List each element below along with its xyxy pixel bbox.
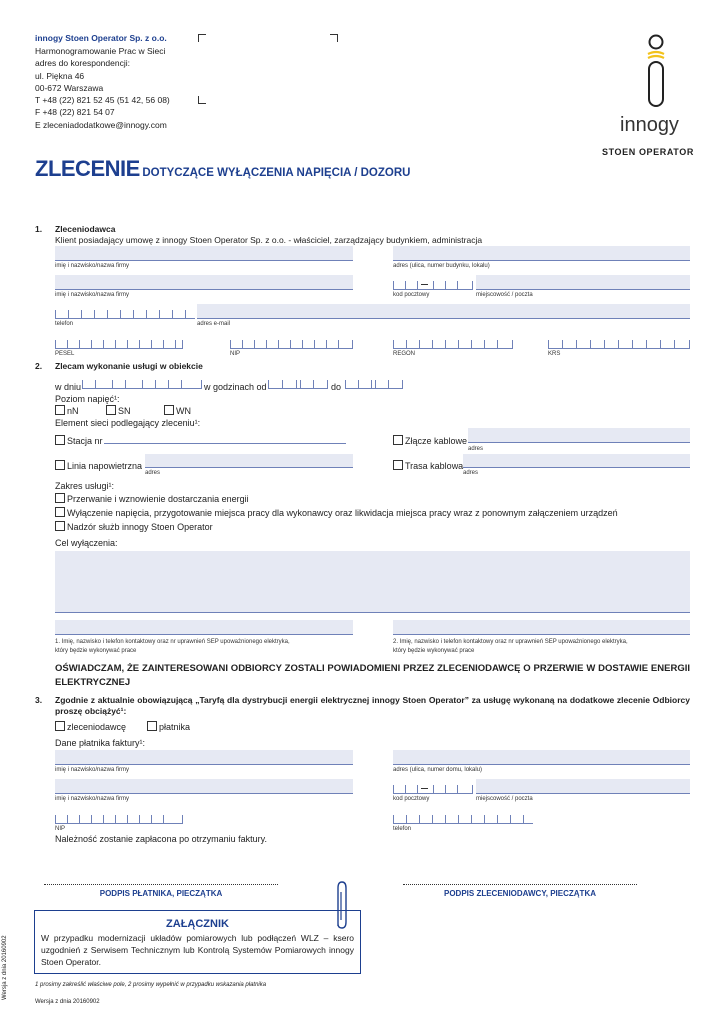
payer-signature-line[interactable] (44, 884, 278, 885)
client-city-label: miejscowość / poczta (476, 292, 533, 298)
station-option[interactable] (55, 435, 103, 446)
payer-phone-label: telefon (393, 826, 412, 832)
client-nip-label: NIP (230, 351, 241, 357)
title-main: ZLECENIE (35, 156, 140, 181)
client-postcode-label: kod pocztowy (393, 292, 430, 298)
payer-name2-field[interactable] (55, 779, 353, 794)
cable-route-label: Trasa kablowa (405, 461, 464, 471)
client-pesel-label: PESEL (55, 351, 75, 357)
client-pesel-field[interactable] (55, 340, 183, 349)
innogy-logo-icon (636, 34, 676, 110)
payer-postcode-dash (421, 788, 428, 789)
client-regon-field[interactable] (393, 340, 513, 349)
innogy-logo (602, 34, 710, 159)
electrician-2-label-a: 2. Imię, nazwisko i telefon kontaktowy oraz nr uprawnień SEP upoważnionego elektryka, (393, 639, 628, 645)
voltage-nn-option[interactable] (55, 405, 79, 416)
voltage-nn-checkbox[interactable] (55, 405, 65, 415)
payment-note: Należność zostanie zapłacona po otrzymaniu faktury. (55, 834, 267, 844)
payer-address-label: adres (ulica, numer domu, lokalu) (393, 767, 483, 773)
client-krs-label: KRS (548, 351, 561, 357)
voltage-sn-label: SN (118, 406, 131, 416)
voltage-nn-label: nN (67, 406, 79, 416)
payer-name2-label: imię i nazwisko/nazwa firmy (55, 796, 130, 802)
page-title (35, 156, 410, 182)
client-signature-label: PODPIS ZLECENIODAWCY, PIECZĄTKA (443, 889, 596, 898)
scope-label: Zakres usługi¹: (55, 481, 115, 491)
station-checkbox[interactable] (55, 435, 65, 445)
cable-connector-option[interactable] (393, 435, 467, 446)
street-line: ul. Piękna 46 (35, 70, 85, 81)
voltage-sn-checkbox[interactable] (106, 405, 116, 415)
hours-from-field[interactable] (268, 380, 328, 389)
scope-opt1[interactable] (55, 493, 249, 504)
version-note: Wersja z dnia 20160902 (35, 999, 100, 1005)
postcode-dash (421, 284, 428, 285)
voltage-wn-option[interactable] (164, 405, 191, 416)
cable-route-option[interactable] (393, 460, 463, 471)
version-note-vertical: Wersja z dnia 20160902 (2, 935, 8, 1000)
voltage-sn-option[interactable] (106, 405, 131, 416)
overhead-line-checkbox[interactable] (55, 460, 65, 470)
address-window-corners (198, 34, 338, 104)
addr-label-line: adres do korespondencji: (35, 58, 130, 69)
client-name2-label: imię i nazwisko/nazwa firmy (55, 292, 130, 298)
payer-name-label: imię i nazwisko/nazwa firmy (55, 767, 130, 773)
cable-connector-label: Złącze kablowe (405, 436, 468, 446)
scope-opt3[interactable] (55, 521, 213, 532)
scope-opt2-label: Wyłączenie napięcia, przygotowanie miejsca pracy dla wykonawcy oraz likwidacja miejsca pracy wraz z ponownym załączeniem urządzeń (67, 508, 618, 518)
client-phone-field[interactable] (55, 310, 195, 319)
company-name: innogy Stoen Operator Sp. z o.o. (35, 33, 167, 43)
payer-signature-label: PODPIS PŁATNIKA, PIECZĄTKA (99, 889, 223, 898)
client-name-label: imię i nazwisko/nazwa firmy (55, 263, 130, 269)
voltage-wn-label: WN (176, 406, 191, 416)
payer-data-label: Dane płatnika faktury¹: (55, 738, 146, 748)
cable-connector-address-label: adres (468, 446, 484, 452)
client-email-label: adres e-mail (197, 321, 231, 327)
client-postcode-field[interactable] (393, 281, 473, 290)
cable-connector-address-field[interactable] (468, 428, 690, 443)
scope-opt3-checkbox[interactable] (55, 521, 65, 531)
attachment-box (34, 910, 361, 974)
title-rest: DOTYCZĄCE WYŁĄCZENIA NAPIĘCIA / DOZORU (142, 167, 411, 179)
section-3-heading: Zgodnie z aktualnie obowiązującą „Taryfą dla dystrybucji energii elektrycznej innogy Stoen Operator” za usługę wykonaną na dodatkowe zlecenie Odbiorcy proszę obciążyć¹: (55, 695, 690, 716)
client-name-field[interactable] (55, 246, 353, 261)
service-date-field[interactable] (82, 380, 202, 389)
section-2-number: 2. (35, 361, 43, 371)
client-address-label: adres (ulica, numer budynku, lokalu) (393, 263, 490, 269)
logo-subtitle: STOEN OPERATOR (602, 147, 694, 157)
overhead-line-address-field[interactable] (145, 454, 353, 468)
electrician-1-label-b: który będzie wykonywać prace (55, 648, 137, 654)
cable-route-checkbox[interactable] (393, 460, 403, 470)
footnote: 1 prosimy zakreślić właściwe pole, 2 prosimy wypełnić w przypadku wskazania płatnika (35, 982, 267, 988)
voltage-wn-checkbox[interactable] (164, 405, 174, 415)
electrician-2-field[interactable] (393, 620, 690, 635)
attachment-text: W przypadku modernizacji układów pomiarowych lub podłączeń WLZ – ksero uzgodnień z Serwisem Technicznym lub Kontrolą Systemów Pomiarowych innogy Stoen Operator. (41, 933, 354, 967)
payer-other-checkbox[interactable] (147, 721, 157, 731)
notification-statement: OŚWIADCZAM, ŻE ZAINTERESOWANI ODBIORCY ZOSTALI POWIADOMIENI PRZEZ ZLECENIODAWCĘ O PRZERWIE W DOSTAWIE ENERGII ELEKTRYCZNEJ (55, 663, 690, 688)
payer-phone-field[interactable] (393, 815, 533, 824)
electrician-1-field[interactable] (55, 620, 353, 635)
client-address-field[interactable] (393, 246, 690, 261)
electrician-1-label-a: 1. Imię, nazwisko i telefon kontaktowy oraz nr uprawnień SEP upoważnionego elektryka, (55, 639, 290, 645)
client-nip-field[interactable] (230, 340, 353, 349)
scope-opt2-checkbox[interactable] (55, 507, 65, 517)
station-number-field[interactable] (104, 443, 346, 444)
hours-to-field[interactable] (345, 380, 403, 389)
paperclip-icon (334, 880, 350, 932)
scope-opt3-label: Nadzór służb innogy Stoen Operator (67, 522, 213, 532)
client-phone-label: telefon (55, 321, 74, 327)
date-label: w dniu (55, 382, 82, 392)
dept-line: Harmonogramowanie Prac w Sieci (35, 46, 166, 56)
section-1-desc: Klient posiadający umowę z innogy Stoen Operator Sp. z o.o. - właściciel, zarządzający budynkiem, administracja (55, 235, 483, 245)
fax-line: F +48 (22) 821 54 07 (35, 107, 115, 118)
electrician-1-label (55, 638, 290, 656)
network-element-label: Element sieci podlegający zleceniu¹: (55, 418, 201, 428)
client-name2-field[interactable] (55, 275, 353, 290)
section-1-number: 1. (35, 224, 43, 234)
hours-to-label: do (331, 382, 342, 392)
payer-client-checkbox[interactable] (55, 721, 65, 731)
scope-opt2[interactable] (55, 507, 618, 518)
client-regon-label: REGON (393, 351, 416, 357)
payer-client-option[interactable] (55, 721, 126, 732)
station-label: Stacja nr (67, 436, 103, 446)
section-1-heading: Zleceniodawca (55, 224, 116, 234)
cable-route-address-field[interactable] (463, 454, 690, 468)
payer-client-label: zleceniodawcę (67, 722, 127, 732)
client-signature-line[interactable] (403, 884, 637, 885)
payer-postcode-field[interactable] (393, 785, 473, 794)
goal-textarea[interactable] (55, 551, 690, 613)
payer-postcode-label: kod pocztowy (393, 796, 430, 802)
attachment-title: ZAŁĄCZNIK (166, 918, 229, 930)
electrician-2-label-b: który będzie wykonywać prace (393, 648, 475, 654)
logo-wordmark: innogy (620, 114, 679, 136)
cable-connector-checkbox[interactable] (393, 435, 403, 445)
section-3-number: 3. (35, 695, 43, 705)
payer-nip-label: NIP (55, 826, 66, 832)
client-krs-field[interactable] (548, 340, 690, 349)
cable-route-address-label: adres (463, 470, 479, 476)
goal-label: Cel wyłączenia: (55, 538, 118, 548)
email-line: E zleceniadodatkowe@innogy.com (35, 119, 167, 130)
scope-opt1-checkbox[interactable] (55, 493, 65, 503)
city-line: 00-672 Warszawa (35, 82, 104, 93)
client-city-field[interactable] (476, 275, 690, 290)
overhead-line-label: Linia napowietrzna (67, 461, 143, 471)
phone-line: T +48 (22) 821 52 45 (51 42, 56 08) (35, 95, 170, 106)
payer-nip-field[interactable] (55, 815, 183, 824)
client-email-field[interactable] (197, 304, 690, 319)
payer-other-option[interactable] (147, 721, 190, 732)
payer-other-label: płatnika (159, 722, 191, 732)
electrician-2-label (393, 638, 628, 656)
payer-city-label: miejscowość / poczta (476, 796, 533, 802)
overhead-line-option[interactable] (55, 460, 142, 471)
scope-opt1-label: Przerwanie i wznowienie dostarczania energii (67, 494, 249, 504)
payer-name-field[interactable] (55, 750, 353, 765)
overhead-line-address-label: adres (145, 470, 161, 476)
payer-address-field[interactable] (393, 750, 690, 765)
payer-city-field[interactable] (476, 779, 690, 794)
company-address (35, 45, 170, 131)
hours-label: w godzinach od (204, 382, 267, 392)
voltage-level-label: Poziom napięć¹: (55, 394, 120, 404)
section-2-heading: Zlecam wykonanie usługi w obiekcie (55, 361, 203, 371)
